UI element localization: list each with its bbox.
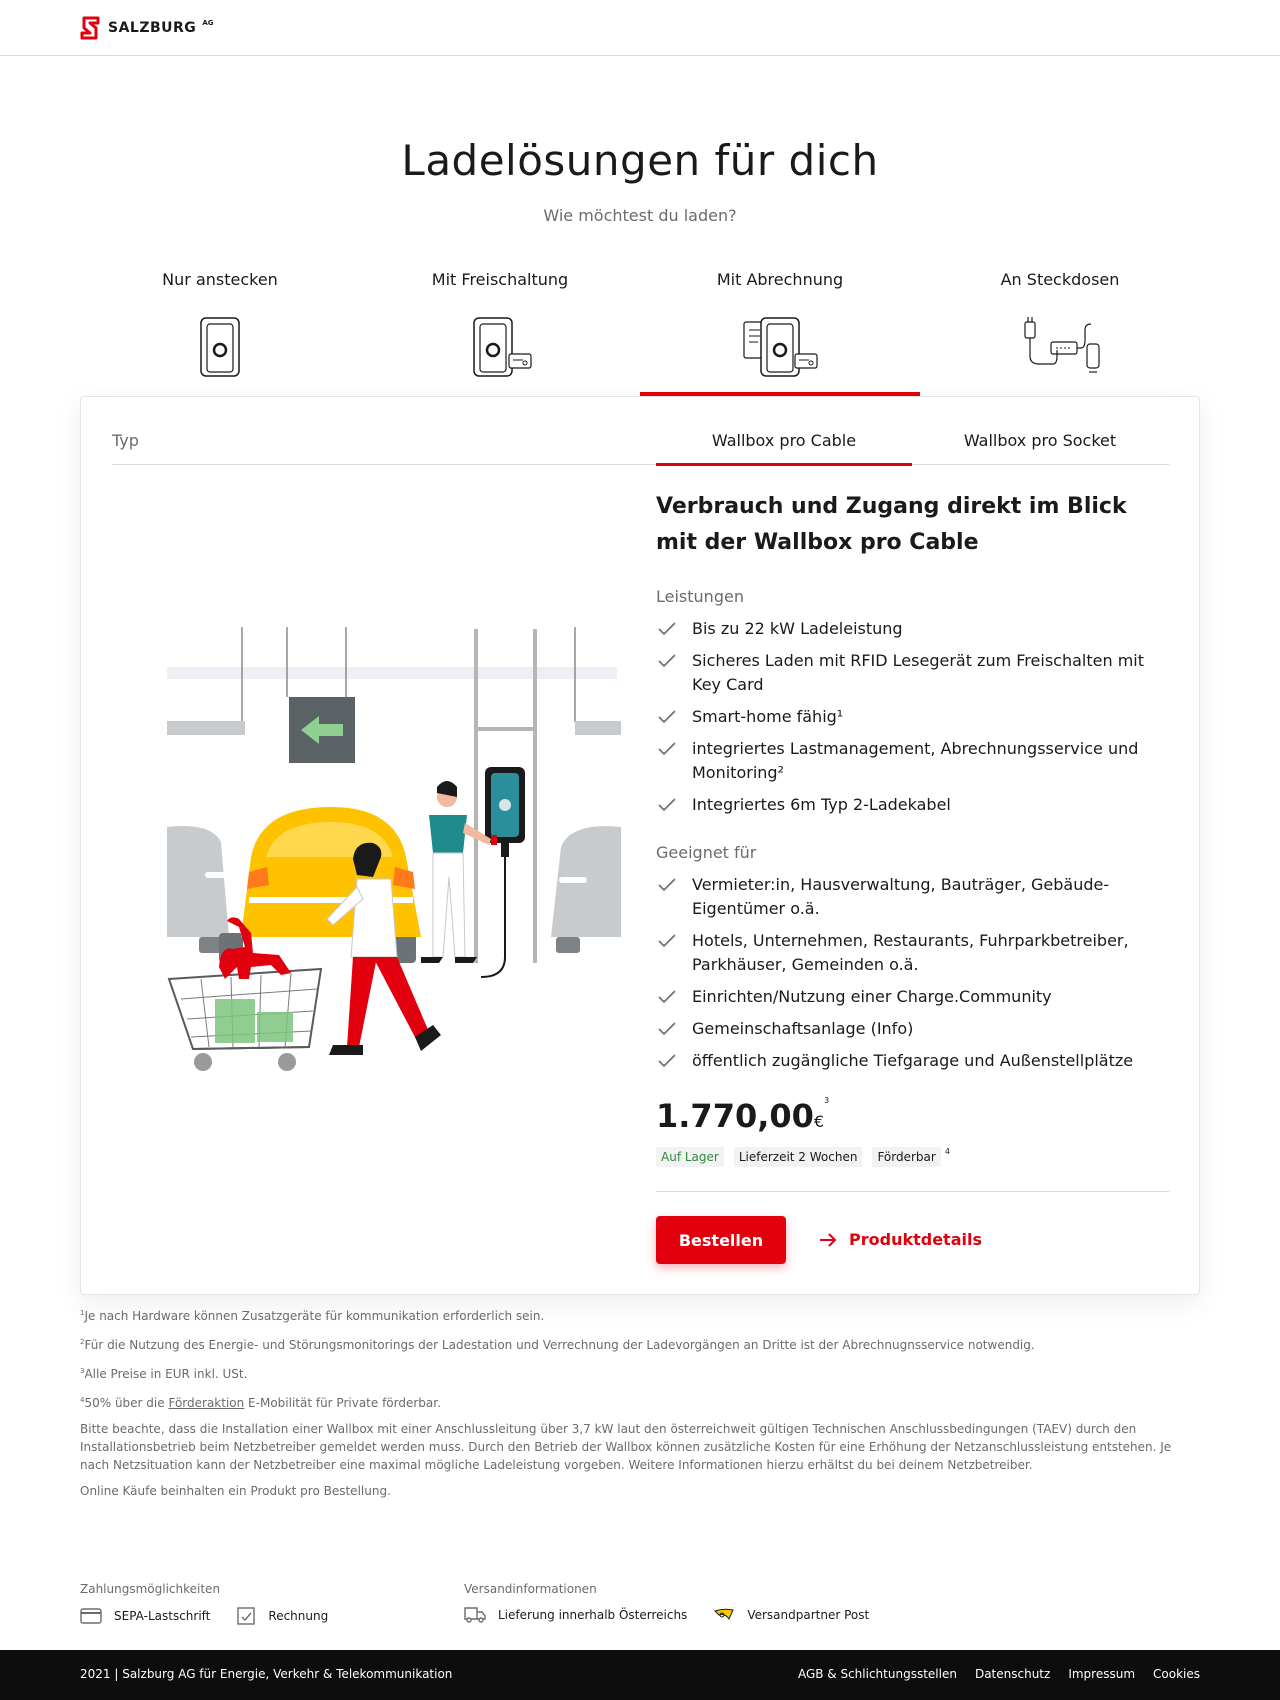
list-item <box>656 873 1156 921</box>
footnote-2 <box>80 1333 1200 1354</box>
funding-footnote-ref: 4 <box>944 1147 950 1156</box>
arrow-right-icon <box>819 1233 837 1247</box>
tab-label: Mit Freischaltung <box>431 270 569 289</box>
checkmark-icon <box>658 710 676 724</box>
link-cookies[interactable]: Cookies <box>1153 1667 1200 1681</box>
feature-text: integriertes Lastmanagement, Abrechnungsservice und Monitoring² <box>692 739 1139 782</box>
shipping-partner-label: Versandpartner Post <box>747 1608 870 1622</box>
payment-invoice <box>236 1606 328 1626</box>
wallbox-card-icon <box>465 316 535 380</box>
tab-mit-abrechnung[interactable] <box>640 262 920 396</box>
feature-text: Smart-home fähig¹ <box>692 707 844 726</box>
legal-links <box>798 1667 1200 1681</box>
product-title: Verbrauch und Zugang direkt im Blick mit der Wallbox pro Cable <box>656 494 1127 555</box>
type-selector <box>112 397 1169 465</box>
price-currency: € <box>813 1112 825 1131</box>
checkmark-icon <box>658 798 676 812</box>
copyright: 2021 | Salzburg AG für Energie, Verkehr & Telekommunikation <box>80 1667 453 1681</box>
feature-text: Sicheres Laden mit RFID Lesegerät zum Freischalten mit Key Card <box>692 651 1144 694</box>
shipping-austria-label: Lieferung innerhalb Österreichs <box>498 1608 688 1622</box>
truck-icon <box>464 1606 486 1624</box>
tab-label: Nur anstecken <box>162 270 278 289</box>
footer-bar <box>0 1650 1280 1700</box>
wallbox-billing-icon <box>740 316 820 380</box>
list-item <box>656 649 1156 697</box>
tab-label: Mit Abrechnung <box>716 270 844 289</box>
type-label: Typ <box>112 431 139 450</box>
online-purchase-note: Online Käufe beinhalten ein Produkt pro Bestellung. <box>80 1484 391 1498</box>
list-item <box>656 617 1156 641</box>
suitable-text: Vermieter:in, Hausverwaltung, Bauträger, Gebäude-Eigentümer o.ä. <box>692 875 1110 918</box>
socket-cable-icon <box>1015 316 1105 380</box>
list-item <box>656 985 1156 1009</box>
product-details-link[interactable] <box>819 1230 982 1249</box>
checkmark-icon <box>658 654 676 668</box>
list-item <box>656 737 1156 785</box>
logo-mark-icon <box>80 16 102 40</box>
footnote-text: Alle Preise in EUR inkl. USt. <box>84 1367 248 1381</box>
price <box>656 1097 829 1135</box>
suitable-text: Hotels, Unternehmen, Restaurants, Fuhrparkbetreiber, Parkhäuser, Gemeinden o.ä. <box>692 931 1129 974</box>
logo-suffix: AG <box>202 19 214 27</box>
order-button[interactable]: Bestellen <box>656 1216 786 1264</box>
post-horn-icon <box>713 1607 735 1623</box>
list-item <box>656 1017 1156 1041</box>
checkmark-icon <box>658 990 676 1004</box>
footnote-text: E-Mobilität für Private förderbar. <box>244 1396 441 1410</box>
parking-garage-illustration <box>121 627 621 1097</box>
checkmark-icon <box>658 878 676 892</box>
footnote-number: 1 <box>80 1309 85 1317</box>
product-details-label: Produktdetails <box>849 1230 982 1249</box>
tab-label: An Steckdosen <box>1000 270 1120 289</box>
page-title: Ladelösungen für dich <box>401 136 879 185</box>
page-subtitle: Wie möchtest du laden? <box>543 206 737 225</box>
features-list <box>656 617 1156 825</box>
feature-text: Bis zu 22 kW Ladeleistung <box>692 619 903 638</box>
subtab-wallbox-pro-socket[interactable]: Wallbox pro Socket <box>963 431 1117 450</box>
checkmark-icon <box>658 1022 676 1036</box>
shipping-info <box>464 1582 869 1624</box>
footnote-text: Je nach Hardware können Zusatzgeräte für kommunikation erforderlich sein. <box>84 1309 545 1323</box>
footnote-text: 50% über die <box>84 1396 169 1410</box>
suitable-text: Gemeinschaftsanlage (Info) <box>692 1019 914 1038</box>
suitable-text: öffentlich zugängliche Tiefgarage und Außenstellplätze <box>692 1051 1134 1070</box>
checkmark-icon <box>658 742 676 756</box>
payment-options <box>80 1582 328 1626</box>
link-impressum[interactable]: Impressum <box>1068 1667 1136 1681</box>
installation-notice: Bitte beachte, dass die Installation einer Wallbox mit einer Anschlussleitung über 3,7 kW laut den österreichweit gültigen Technischen Anschlussbedingungen (TAEV) durch den Installationsbetrieb beim Netzbetreiber gemeldet werden muss. Durch den Betrieb der Wallbox können zusätzliche Kosten für eine Erhöhung der Netzanschlussleistung entstehen. Je nach Netzsituation kann der Netzbetreiber eine maximal mögliche Ladeleistung vorgeben. Weitere Informationen hierzu erhältst du bei deinem Netzbetreiber. <box>80 1422 1172 1472</box>
payment-sepa <box>80 1606 210 1626</box>
category-tabs <box>80 262 1200 396</box>
checkmark-icon <box>658 1054 676 1068</box>
subtab-wallbox-pro-cable[interactable]: Wallbox pro Cable <box>656 397 912 465</box>
link-datenschutz[interactable]: Datenschutz <box>974 1667 1051 1681</box>
footnote-1 <box>80 1304 1200 1325</box>
shipping-partner <box>713 1606 869 1624</box>
checkmark-icon <box>658 622 676 636</box>
wallbox-icon <box>190 316 250 380</box>
credit-card-icon <box>80 1608 102 1624</box>
list-item <box>656 929 1156 977</box>
salzburg-ag-logo[interactable] <box>80 16 213 40</box>
stock-badge: Auf Lager <box>656 1147 724 1167</box>
delivery-badge: Lieferzeit 2 Wochen <box>734 1147 863 1167</box>
suitable-text: Einrichten/Nutzung einer Charge.Community <box>692 987 1052 1006</box>
footnote-4 <box>80 1391 1200 1412</box>
footnote-number: 2 <box>80 1338 85 1346</box>
payment-title: Zahlungsmöglichkeiten <box>80 1582 221 1596</box>
foerderaktion-link[interactable]: Förderaktion <box>168 1396 245 1410</box>
footnote-number: 4 <box>80 1396 85 1404</box>
list-item <box>656 1049 1156 1073</box>
funding-badge: Förderbar <box>872 1147 940 1167</box>
tab-an-steckdosen[interactable] <box>920 262 1200 396</box>
footnote-text: Für die Nutzung des Energie- und Störungsmonitorings der Ladestation und Verrechnung der Ladevorgängen an Dritte ist der Abrechnugnsservice notwendig. <box>84 1338 1035 1352</box>
link-agb[interactable]: AGB & Schlichtungsstellen <box>797 1667 957 1681</box>
shipping-austria <box>464 1606 687 1624</box>
logo-text: SALZBURG <box>108 20 197 36</box>
footnotes <box>80 1304 1200 1508</box>
payment-invoice-label: Rechnung <box>268 1609 329 1623</box>
footnote-3 <box>80 1362 1200 1383</box>
checkmark-icon <box>658 934 676 948</box>
list-item <box>656 705 1156 729</box>
list-item <box>656 793 1156 817</box>
price-footnote-ref: 3 <box>824 1096 830 1106</box>
site-header <box>0 0 1280 56</box>
suitable-list <box>656 873 1156 1081</box>
divider <box>656 1191 1169 1192</box>
suitable-heading: Geeignet für <box>656 843 757 862</box>
feature-text: Integriertes 6m Typ 2-Ladekabel <box>692 795 951 814</box>
price-value: 1.770,00 <box>656 1097 814 1135</box>
shipping-title: Versandinformationen <box>464 1582 597 1596</box>
footnote-number: 3 <box>80 1367 85 1375</box>
features-heading: Leistungen <box>656 587 744 606</box>
tab-mit-freischaltung[interactable] <box>360 262 640 396</box>
availability-badges <box>656 1147 950 1167</box>
tab-nur-anstecken[interactable] <box>80 262 360 396</box>
product-card <box>80 396 1200 1295</box>
invoice-icon <box>236 1606 256 1626</box>
payment-sepa-label: SEPA-Lastschrift <box>114 1609 211 1623</box>
